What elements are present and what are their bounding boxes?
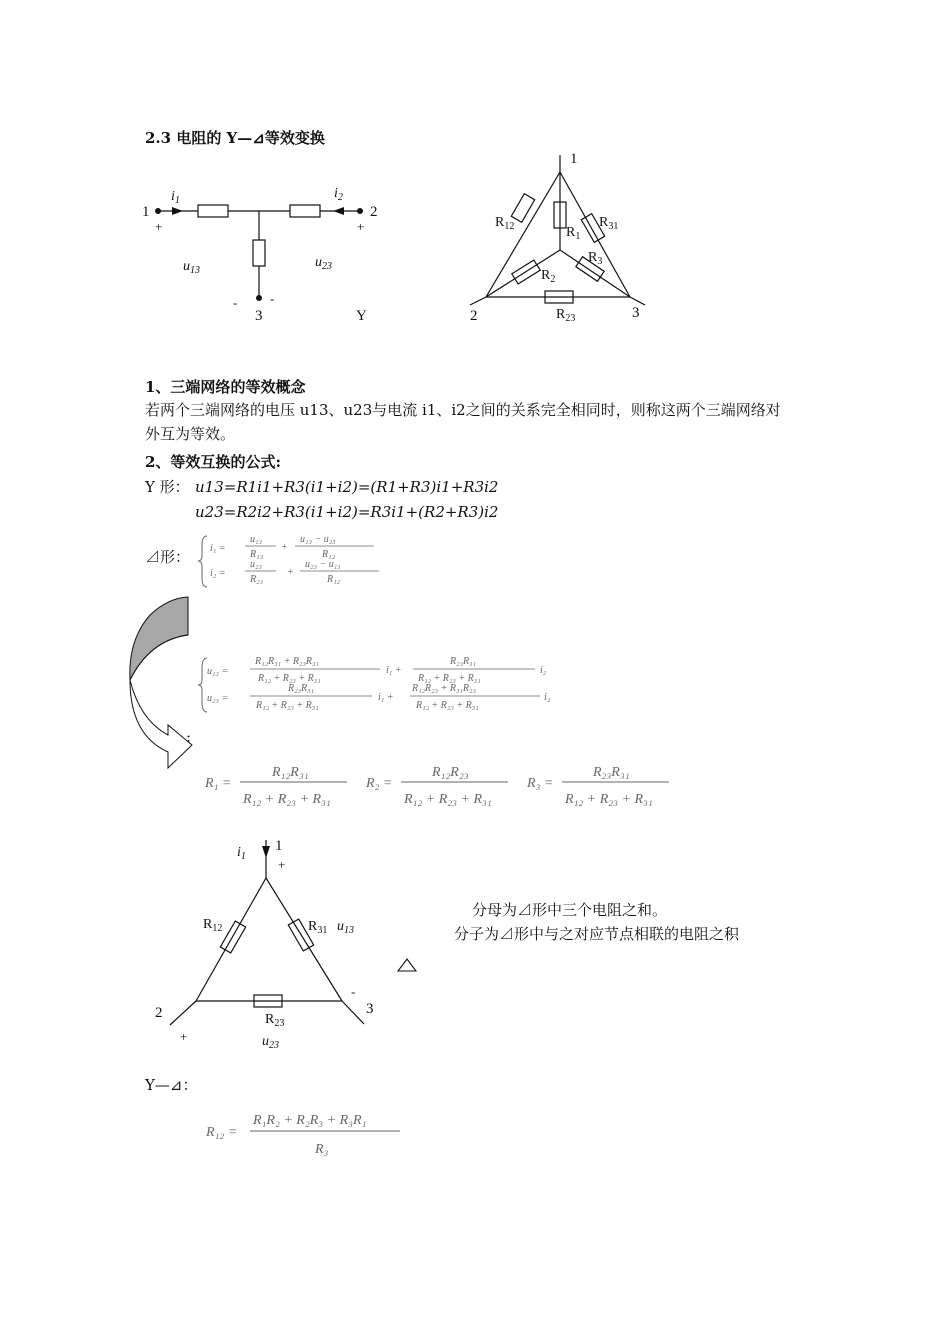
delta-voltage-u23: u (262, 1034, 269, 1049)
y-node-2: 2 (370, 204, 378, 220)
svg-text:i₁ +: i₁ + (378, 692, 394, 703)
delta-r12-sub: 12 (212, 923, 223, 934)
delta-r12: R (203, 917, 213, 932)
svg-text:R₁₂R₂₃: R₁₂R₂₃ (432, 765, 469, 780)
svg-text:u₁₃ =: u₁₃ = (207, 666, 229, 677)
svg-text:u₂₃: u₂₃ (250, 559, 262, 570)
concept-body-line-2: 外互为等效。 (145, 425, 236, 443)
delta-r31-sub: 31 (317, 925, 328, 936)
svg-text:u₂₃ =: u₂₃ = (207, 693, 229, 704)
svg-text:R₁₂R₃₁: R₁₂R₃₁ (272, 765, 309, 780)
delta-top-r12: R (495, 215, 505, 230)
y-to-delta-label: Y—⊿： (145, 1076, 198, 1094)
svg-text:R₁₂R₂₃ + R₃₁R₂₃: R₁₂R₂₃ + R₃₁R₂₃ (412, 683, 476, 694)
y-node-3: 3 (255, 308, 263, 324)
delta-node-1: 1 (275, 838, 283, 854)
note-numerator: 分子为⊿形中与之对应节点相联的电阻之积 (454, 925, 740, 943)
concept-body-line-1: 若两个三端网络的电压 u13、u23与电流 i1、i2之间的关系完全相同时，则称这两个三端网络对 (145, 401, 781, 419)
concept-heading: 1、三端网络的等效概念 (145, 378, 306, 396)
delta-form-label: ⊿形： (145, 548, 191, 566)
y-form-label: Y 形： (145, 478, 190, 496)
y-voltage-u13: u (183, 259, 190, 274)
delta-minus: - (351, 984, 356, 999)
y-node-1: 1 (142, 204, 150, 220)
colon-mark: : (186, 728, 192, 746)
delta-r23: R (265, 1012, 275, 1027)
delta-top-node-3: 3 (632, 305, 640, 321)
svg-text:i₂: i₂ (540, 665, 547, 676)
svg-text:R₂₃R₃₁: R₂₃R₃₁ (450, 656, 477, 667)
y-plus-left: + (155, 219, 163, 234)
svg-text:R₁₃: R₁₃ (250, 549, 264, 560)
delta-top-node-2: 2 (470, 308, 478, 324)
delta-plus-bottom: + (180, 1029, 188, 1044)
delta-current-i1: i (237, 845, 241, 860)
svg-text:R₁₂ + R₂₃ + R₃₁: R₁₂ + R₂₃ + R₃₁ (418, 673, 481, 684)
svg-text:i₂ =: i₂ = (210, 568, 226, 579)
delta-top-node-1: 1 (570, 151, 578, 167)
svg-text:R₂ =: R₂ = (366, 776, 393, 791)
svg-text:R₁₂ + R₂₃ + R₃₁: R₁₂ + R₂₃ + R₃₁ (404, 792, 492, 807)
delta-top-r31-sub: 31 (608, 221, 619, 232)
note-denominator: 分母为⊿形中三个电阻之和。 (472, 901, 668, 919)
svg-text:R₁₂: R₁₂ (327, 574, 341, 585)
svg-text:R₃: R₃ (315, 1142, 329, 1157)
svg-text:u₁₃: u₁₃ (250, 534, 262, 545)
y-voltage-u23-sub: 23 (322, 261, 332, 272)
delta-plus-top: + (278, 857, 286, 872)
delta-top-r12-sub: 12 (504, 221, 515, 232)
y-voltage-u13-sub: 13 (190, 265, 200, 276)
svg-text:R₁₂: R₁₂ (322, 549, 336, 560)
svg-text:R₁₂R₃₁ + R₂₃R₃₁: R₁₂R₃₁ + R₂₃R₃₁ (255, 656, 319, 667)
delta-voltage-u13-sub: 13 (344, 925, 354, 936)
y-form-equation-2: u23=R2i2+R3(i1+i2)=R3i1+(R2+R3)i2 (195, 503, 499, 521)
delta-top-r3: R (588, 250, 598, 265)
delta-top-r1-sub: 1 (575, 231, 581, 242)
delta-top-r2-sub: 2 (550, 274, 556, 285)
delta-top-r31: R (599, 215, 609, 230)
delta-top-r23: R (556, 307, 566, 322)
svg-text:R₂₃R₃₁: R₂₃R₃₁ (593, 765, 630, 780)
svg-text:R₁₂ + R₂₃ + R₃₁: R₁₂ + R₂₃ + R₃₁ (565, 792, 653, 807)
section-title: 2.3 电阻的 Y—⊿等效变换 (145, 129, 325, 147)
svg-text:R₁₂ + R₂₃ + R₃₁: R₁₂ + R₂₃ + R₃₁ (256, 700, 319, 711)
delta-top-r2: R (541, 268, 551, 283)
delta-node-3: 3 (366, 1001, 374, 1017)
svg-text:R₁₂ + R₂₃ + R₃₁: R₁₂ + R₂₃ + R₃₁ (416, 700, 479, 711)
y-plus-right: + (357, 219, 365, 234)
delta-voltage-u23-sub: 23 (269, 1040, 279, 1051)
y-form-equation-1: u13=R1i1+R3(i1+i2)=(R1+R3)i1+R3i2 (195, 478, 499, 496)
svg-text:+: + (281, 542, 288, 553)
svg-text:R₁₂ + R₂₃ + R₃₁: R₁₂ + R₂₃ + R₃₁ (258, 673, 321, 684)
y-current-i1: i (171, 189, 175, 204)
formulas-heading: 2、等效互换的公式: (145, 453, 281, 471)
svg-text:i₁ +: i₁ + (386, 665, 402, 676)
svg-text:i₂: i₂ (544, 692, 551, 703)
svg-text:R₁R₂ + R₂R₃ + R₃R₁: R₁R₂ + R₂R₃ + R₃R₁ (253, 1113, 367, 1128)
delta-top-r23-sub: 23 (565, 313, 576, 324)
svg-text:+: + (287, 567, 294, 578)
svg-text:u₁₃ − u₂₃: u₁₃ − u₂₃ (300, 534, 336, 545)
delta-top-r1: R (566, 225, 576, 240)
svg-text:R₂₃: R₂₃ (250, 574, 264, 585)
svg-text:u₂₃ − u₁₃: u₂₃ − u₁₃ (305, 559, 341, 570)
y-minus-right: - (270, 291, 275, 306)
y-minus-left: - (233, 295, 238, 310)
y-current-i2-sub: 2 (337, 192, 343, 203)
y-current-i1-sub: 1 (174, 195, 180, 206)
y-voltage-u23: u (315, 255, 322, 270)
delta-current-i1-sub: 1 (240, 851, 246, 862)
y-label: Y (356, 308, 367, 324)
delta-node-2: 2 (155, 1005, 163, 1021)
svg-text:R₂₃R₃₁: R₂₃R₃₁ (288, 683, 315, 694)
delta-voltage-u13: u (337, 919, 344, 934)
delta-r23-sub: 23 (274, 1018, 285, 1029)
y-current-i2: i (334, 186, 338, 201)
svg-text:R₃ =: R₃ = (527, 776, 554, 791)
delta-top-r3-sub: 3 (597, 256, 603, 267)
svg-text:R₁₂ + R₂₃ + R₃₁: R₁₂ + R₂₃ + R₃₁ (243, 792, 331, 807)
svg-text:R₁ =: R₁ = (205, 776, 232, 791)
delta-r31: R (308, 919, 318, 934)
svg-text:R₁₂ =: R₁₂ = (206, 1125, 238, 1140)
svg-text:i₁ =: i₁ = (210, 543, 226, 554)
